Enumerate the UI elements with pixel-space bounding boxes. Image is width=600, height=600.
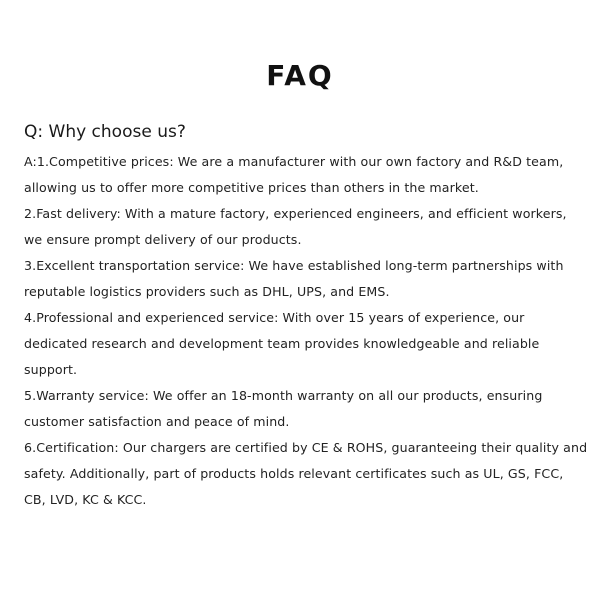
faq-answer <box>24 149 588 513</box>
answer-item-3: 3.Excellent transportation service: We have established long-term partnerships with reputable logistics providers such as DHL, UPS, and EMS. <box>24 258 564 299</box>
answer-item-5: 5.Warranty service: We offer an 18-month warranty on all our products, ensuring customer satisfaction and peace of mind. <box>24 388 543 429</box>
answer-item-2: 2.Fast delivery: With a mature factory, experienced engineers, and efficient workers, we ensure prompt delivery of our products. <box>24 206 567 247</box>
answer-item-1: A:1.Competitive prices: We are a manufacturer with our own factory and R&D team, allowing us to offer more competitive prices than others in the market. <box>24 154 564 195</box>
page-title: FAQ <box>266 59 334 92</box>
answer-item-4: 4.Professional and experienced service: With over 15 years of experience, our dedicated research and development team provides knowledgeable and reliable support. <box>24 310 540 377</box>
faq-question: Q: Why choose us? <box>24 122 186 142</box>
answer-item-6: 6.Certification: Our chargers are certified by CE & ROHS, guaranteeing their quality and safety. Additionally, part of products holds relevant certificates such as UL, GS, FCC, CB, LVD, KC & KCC. <box>24 440 588 507</box>
